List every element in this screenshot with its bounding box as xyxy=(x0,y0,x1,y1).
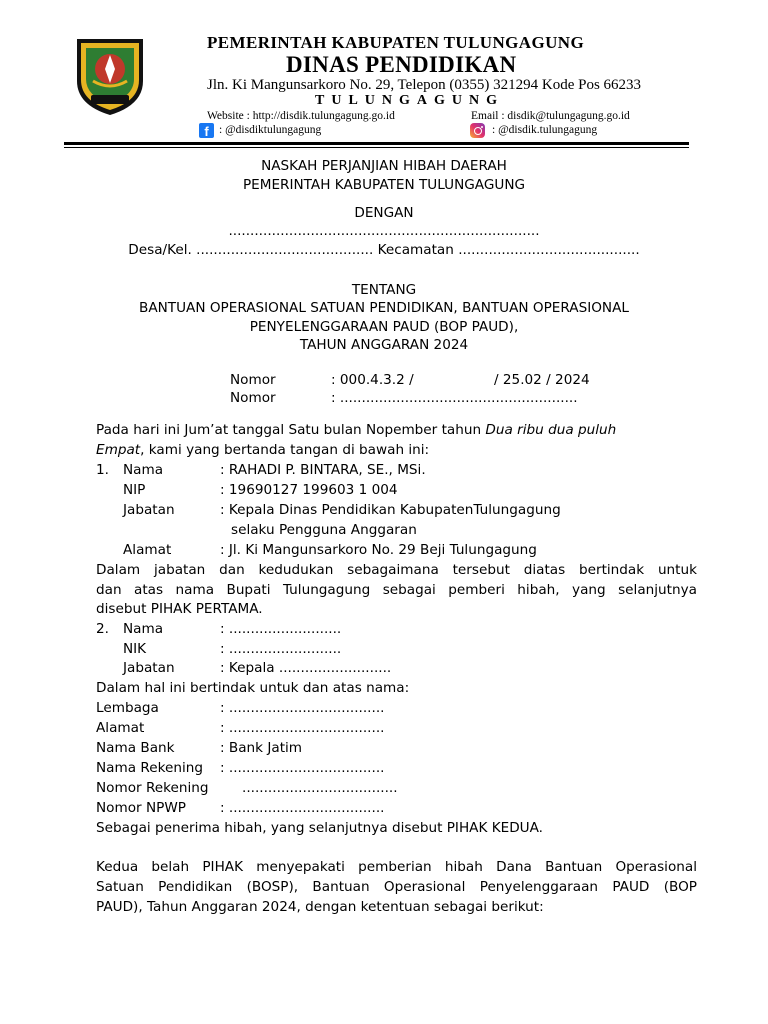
nomor-label-2: Nomor xyxy=(230,390,276,406)
party1-nama-label: Nama xyxy=(123,462,164,478)
party2-jabatan-label: Jabatan xyxy=(123,660,175,676)
letterhead-website: Website : http://disdik.tulungagung.go.id xyxy=(207,110,395,122)
nomor-value-2: : ....................................................... xyxy=(331,390,578,406)
agreement-line-2: Satuan Pendidikan (BOSP), Bantuan Operasional Penyelenggaraan PAUD (BOP xyxy=(96,879,697,895)
party2-bank-label: Nama Bank xyxy=(96,740,175,756)
title-subject-line-1: BANTUAN OPERASIONAL SATUAN PENDIDIKAN, BANTUAN OPERASIONAL xyxy=(139,300,629,316)
party2-on-behalf: Dalam hal ini bertindak untuk dan atas nama: xyxy=(96,680,410,696)
letterhead-rule-thin xyxy=(64,147,689,148)
party1-jabatan-value-1: : Kepala Dinas Pendidikan KabupatenTulungagung xyxy=(220,502,561,518)
party1-nama-value: : RAHADI P. BINTARA, SE., MSi. xyxy=(220,462,426,478)
title-tentang: TENTANG xyxy=(351,282,417,298)
tulungagung-regency-emblem xyxy=(71,33,149,117)
party2-lembaga-value: : .................................... xyxy=(220,700,385,716)
party2-bank-value: : Bank Jatim xyxy=(220,740,303,756)
party2-alamat-value: : .................................... xyxy=(220,720,385,736)
party2-norek-label: Nomor Rekening xyxy=(96,780,209,796)
letterhead-city: TULUNGAGUNG xyxy=(315,93,505,108)
title-dengan: DENGAN xyxy=(354,205,414,221)
letterhead-rule-thick xyxy=(64,142,689,145)
party1-nip-label: NIP xyxy=(123,482,146,498)
title-subject-line-2: PENYELENGGARAAN PAUD (BOP PAUD), xyxy=(249,319,519,335)
title-desa-kecamatan: Desa/Kel. ......................................... Kecamatan .......................................... xyxy=(128,242,640,258)
party1-nip-value: : 19690127 199603 1 004 xyxy=(220,482,398,498)
intro-line-2: Empat, kami yang bertanda tangan di bawah ini: xyxy=(96,442,430,458)
title-line-1: NASKAH PERJANJIAN HIBAH DAERAH xyxy=(261,158,507,174)
letterhead-government: PEMERINTAH KABUPATEN TULUNGAGUNG xyxy=(207,33,585,52)
letterhead-facebook: : @disdiktulungagung xyxy=(219,124,322,136)
party2-npwp-value: : .................................... xyxy=(220,800,385,816)
letterhead-address: Jln. Ki Mangunsarkoro No. 29, Telepon (0355) 321294 Kode Pos 66233 xyxy=(207,77,642,93)
party2-nik-value: : .......................... xyxy=(220,641,342,657)
party2-closing: Sebagai penerima hibah, yang selanjutnya disebut PIHAK KEDUA. xyxy=(96,820,544,836)
party1-number: 1. xyxy=(96,462,109,478)
party1-alamat-value: : Jl. Ki Mangunsarkoro No. 29 Beji Tulungagung xyxy=(220,542,537,558)
party2-norek-value: .................................... xyxy=(242,780,398,796)
party1-alamat-label: Alamat xyxy=(123,542,172,558)
agreement-line-1: Kedua belah PIHAK menyepakati pemberian hibah Dana Bantuan Operasional xyxy=(96,859,697,875)
party2-nama-label: Nama xyxy=(123,621,164,637)
facebook-icon: f xyxy=(199,123,214,138)
party1-jabatan-label: Jabatan xyxy=(123,502,175,518)
nomor-value-1a: : 000.4.3.2 / xyxy=(331,372,414,388)
party2-rekening-value: : .................................... xyxy=(220,760,385,776)
letterhead-instagram: : @disdik.tulungagung xyxy=(492,124,598,136)
nomor-value-1b: / 25.02 / 2024 xyxy=(494,372,590,388)
title-line-2: PEMERINTAH KABUPATEN TULUNGAGUNG xyxy=(242,177,526,193)
party2-jabatan-value: : Kepala .......................... xyxy=(220,660,392,676)
party2-nama-value: : .......................... xyxy=(220,621,342,637)
party2-lembaga-label: Lembaga xyxy=(96,700,159,716)
letterhead-agency: DINAS PENDIDIKAN xyxy=(286,52,517,77)
instagram-icon xyxy=(470,123,485,138)
party1-paragraph-line-1: Dalam jabatan dan kedudukan sebagaimana tersebut diatas bertindak untuk xyxy=(96,562,697,578)
nomor-label-1: Nomor xyxy=(230,372,276,388)
party2-rekening-label: Nama Rekening xyxy=(96,760,203,776)
title-recipient-dots: ........................................................................ xyxy=(228,223,540,239)
party2-nik-label: NIK xyxy=(123,641,147,657)
party1-jabatan-value-2: selaku Pengguna Anggaran xyxy=(231,522,417,538)
party2-npwp-label: Nomor NPWP xyxy=(96,800,186,816)
party1-paragraph-line-3: disebut PIHAK PERTAMA. xyxy=(96,601,263,617)
title-subject-line-3: TAHUN ANGGARAN 2024 xyxy=(299,337,469,353)
intro-line-1: Pada hari ini Jum’at tanggal Satu bulan Nopember tahun Dua ribu dua puluh xyxy=(96,422,617,438)
party1-paragraph-line-2: dan atas nama Bupati Tulungagung sebagai pemberi hibah, yang selanjutnya xyxy=(96,582,697,598)
agreement-line-3: PAUD), Tahun Anggaran 2024, dengan ketentuan sebagai berikut: xyxy=(96,899,544,915)
letterhead-email: Email : disdik@tulungagung.go.id xyxy=(471,110,630,122)
party2-number: 2. xyxy=(96,621,109,637)
party2-alamat-label: Alamat xyxy=(96,720,145,736)
